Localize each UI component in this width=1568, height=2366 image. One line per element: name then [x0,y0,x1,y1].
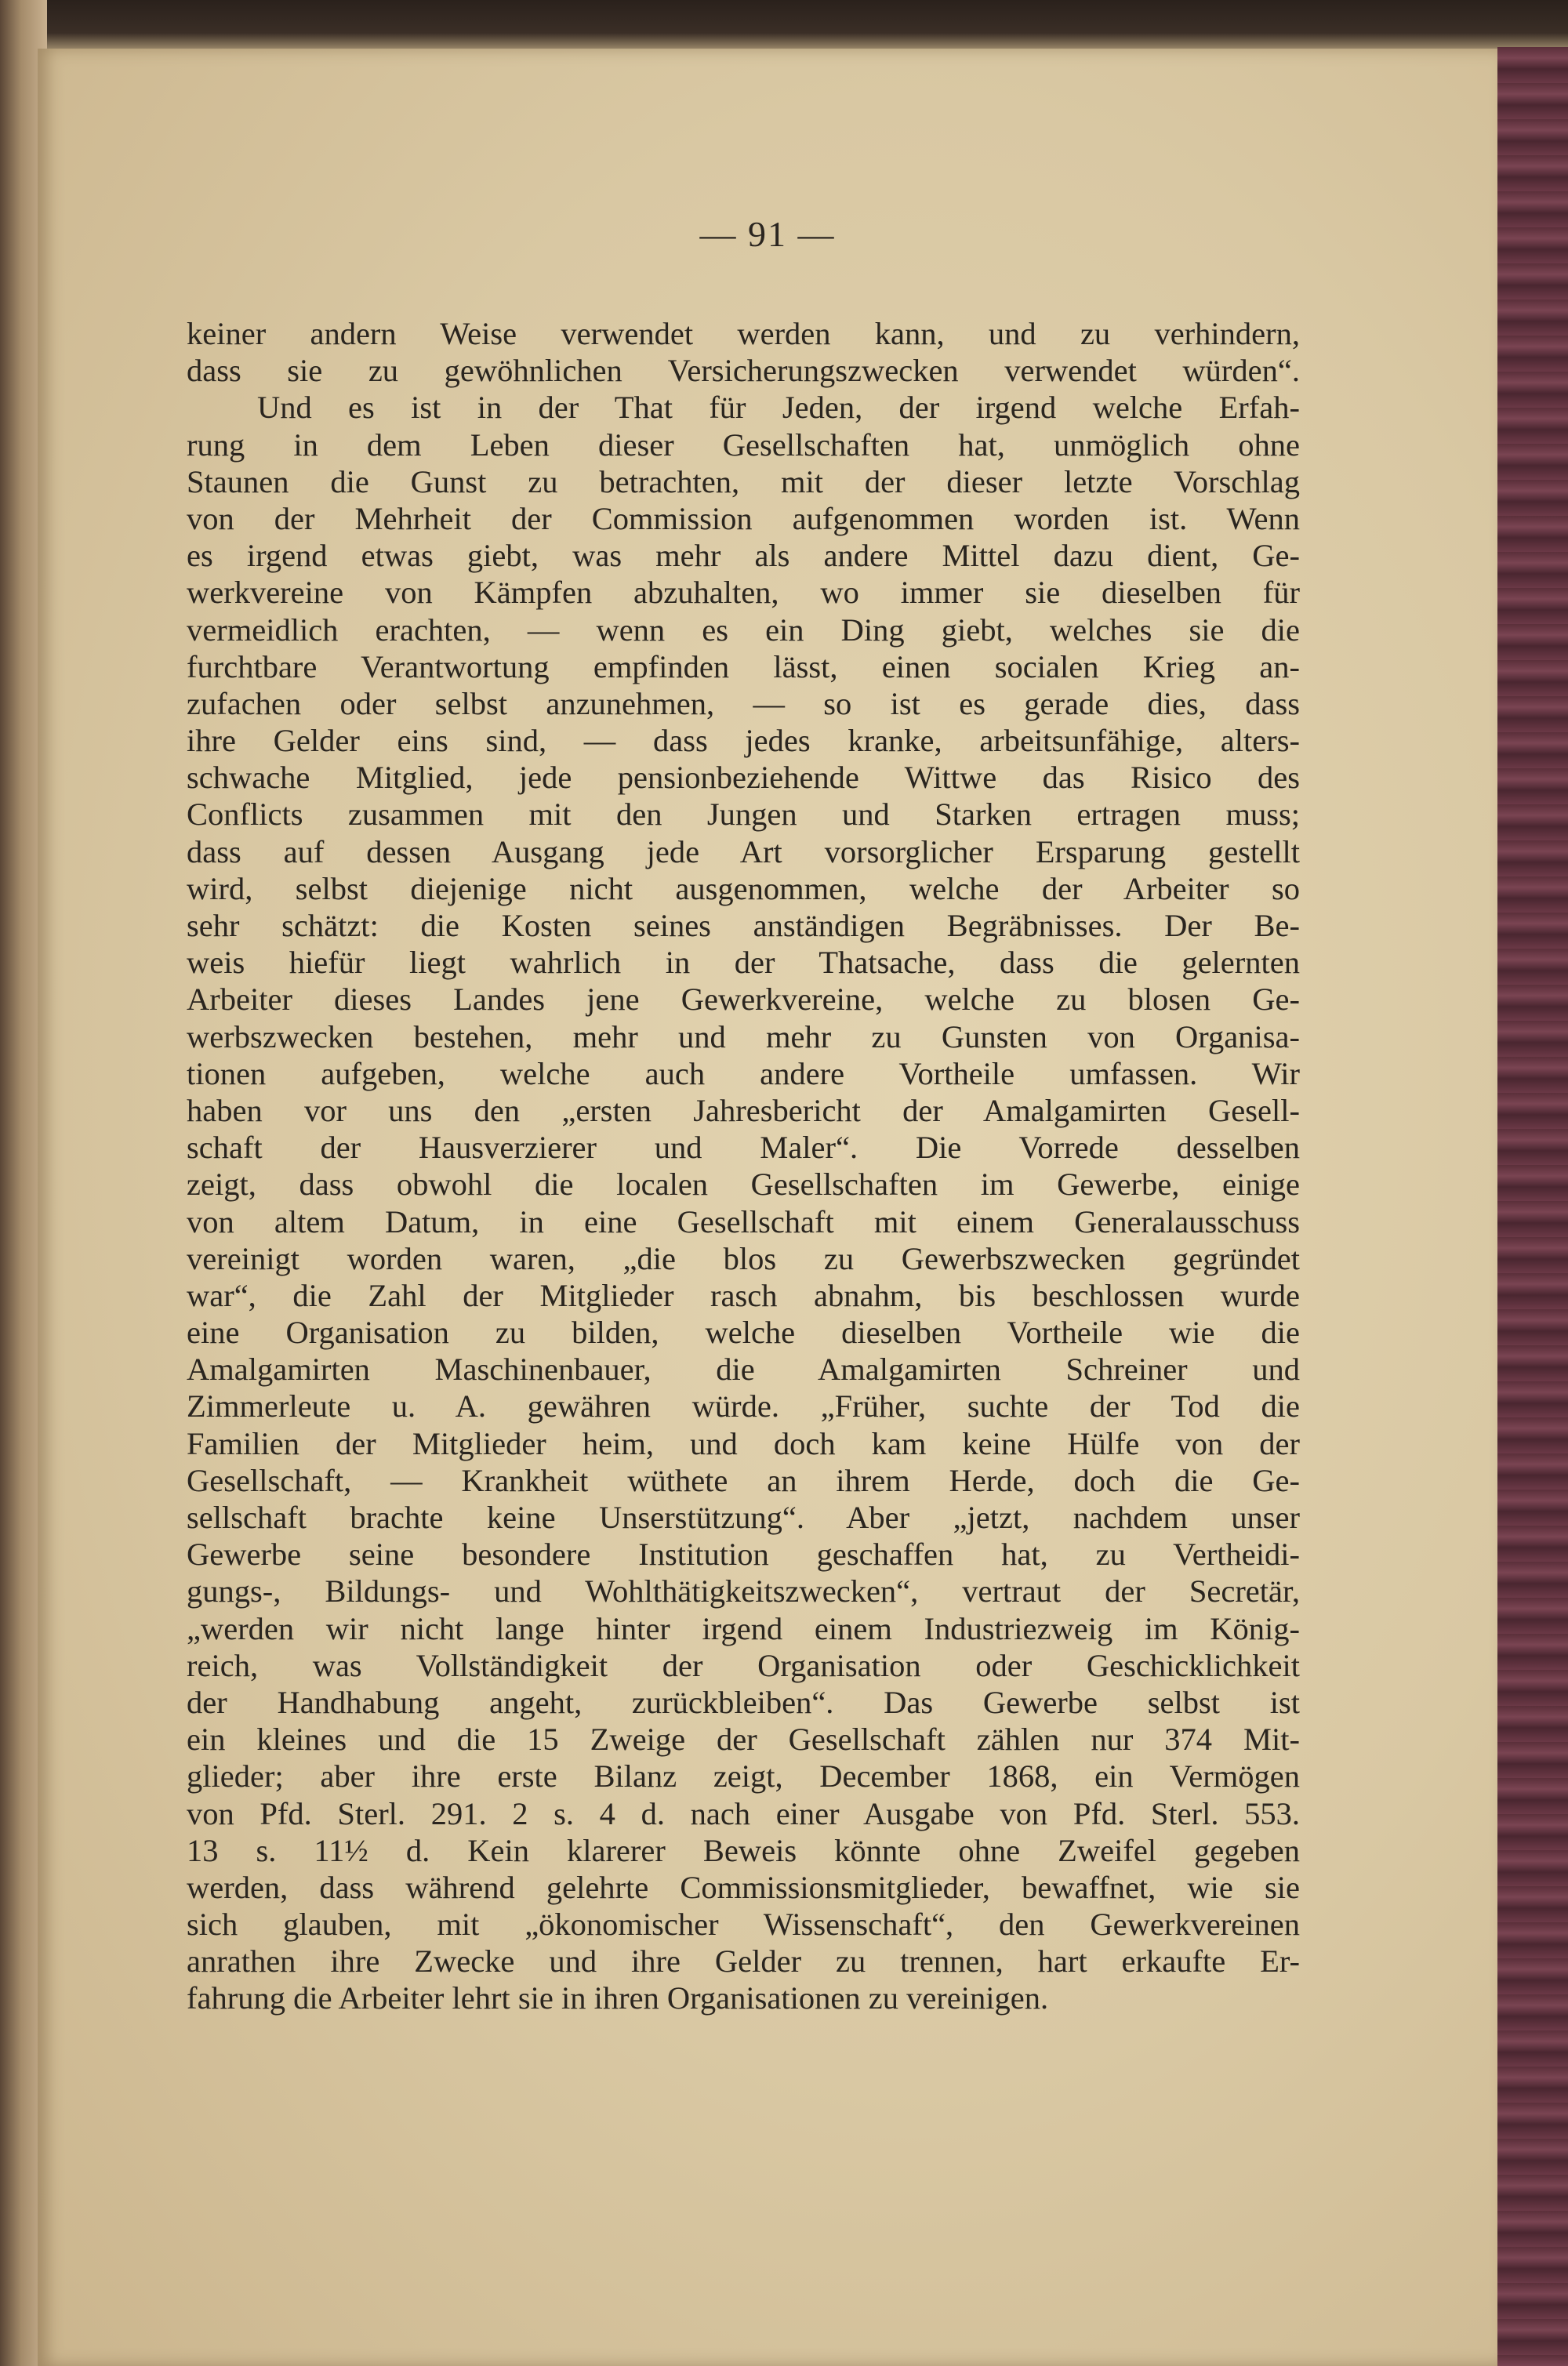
text-line: eine Organisation zu bilden, welche dieselben Vortheile wie die [187,1315,1300,1351]
text-line: fahrung die Arbeiter lehrt sie in ihren Organisationen zu vereinigen. [187,1980,1049,2016]
text-line: sellschaft brachte keine Unserstützung“. Aber „jetzt, nachdem unser [187,1500,1300,1535]
text-line: Arbeiter dieses Landes jene Gewerkvereine, welche zu blosen Ge- [187,982,1300,1018]
text-line: werden, dass während gelehrte Commissionsmitglieder, bewaffnet, wie sie [187,1869,1300,1905]
text-line: Und es ist in der That für Jeden, der irgend welche Erfah- [257,390,1300,426]
text-line: Amalgamirten Maschinenbauer, die Amalgamirten Schreiner und [187,1352,1300,1388]
top-binding-strip [0,0,1568,55]
text-line: Conflicts zusammen mit den Jungen und Starken ertragen muss; [187,797,1300,833]
text-line: gungs-, Bildungs- und Wohlthätigkeitszwecken“, vertraut der Secretär, [187,1573,1300,1609]
text-line: weis hiefür liegt wahrlich in der Thatsache, dass die gelernten [187,945,1300,981]
text-line: „werden wir nicht lange hinter irgend einem Industriezweig im König- [187,1610,1300,1646]
text-line: tionen aufgeben, welche auch andere Vortheile umfassen. Wir [187,1055,1300,1091]
text-line: 13 s. 11½ d. Kein klarerer Beweis könnte ohne Zweifel gegeben [187,1832,1300,1868]
book-page [38,49,1497,2366]
text-line: ein kleines und die 15 Zweige der Gesellschaft zählen nur 374 Mit- [187,1722,1300,1758]
text-line: es irgend etwas giebt, was mehr als andere Mittel dazu dient, Ge- [187,538,1300,574]
text-line: keiner andern Weise verwendet werden kann, und zu verhindern, [187,316,1300,351]
text-line: war“, die Zahl der Mitglieder rasch abnahm, bis beschlossen wurde [187,1277,1300,1313]
text-line: wird, selbst diejenige nicht ausgenommen, welche der Arbeiter so [187,870,1300,906]
book-cover-edge [1497,47,1568,2366]
text-line: vermeidlich erachten, — wenn es ein Ding giebt, welches sie die [187,611,1300,648]
text-line: schwache Mitglied, jede pensionbeziehende Wittwe das Risico des [187,760,1300,796]
text-line: reich, was Vollständigkeit der Organisation oder Geschicklichkeit [187,1647,1300,1683]
text-line: Staunen die Gunst zu betrachten, mit der dieser letzte Vorschlag [187,463,1300,499]
text-line: glieder; aber ihre erste Bilanz zeigt, December 1868, ein Vermögen [187,1758,1300,1794]
text-line: sehr schätzt: die Kosten seines anständigen Begräbnisses. Der Be- [187,908,1300,943]
text-line: Gewerbe seine besondere Institution geschaffen hat, zu Vertheidi- [187,1537,1300,1573]
text-line: von altem Datum, in eine Gesellschaft mit einem Generalausschuss [187,1203,1300,1239]
text-line: werkvereine von Kämpfen abzuhalten, wo immer sie dieselben für [187,575,1300,611]
text-line: von Pfd. Sterl. 291. 2 s. 4 d. nach einer Ausgabe von Pfd. Sterl. 553. [187,1795,1300,1831]
text-line: furchtbare Verantwortung empfinden lässt, einen socialen Krieg an- [187,648,1300,684]
text-line: dass sie zu gewöhnlichen Versicherungszwecken verwendet würden“. [187,353,1300,389]
text-line: zufachen oder selbst anzunehmen, — so ist es gerade dies, dass [187,685,1300,721]
text-line: anrathen ihre Zwecke und ihre Gelder zu trennen, hart erkaufte Er- [187,1943,1300,1980]
text-line: sich glauben, mit „ökonomischer Wissenschaft“, den Gewerkvereinen [187,1907,1300,1943]
text-line: dass auf dessen Ausgang jede Art vorsorglicher Ersparung gestellt [187,833,1300,869]
text-line: werbszwecken bestehen, mehr und mehr zu Gunsten von Organisa- [187,1018,1300,1054]
text-line: zeigt, dass obwohl die localen Gesellschaften im Gewerbe, einige [187,1167,1300,1203]
page-body-text [187,315,1300,2017]
text-line: haben vor uns den „ersten Jahresbericht der Amalgamirten Gesell- [187,1092,1300,1128]
text-line: rung in dem Leben dieser Gesellschaften hat, unmöglich ohne [187,426,1300,463]
text-line: ihre Gelder eins sind, — dass jedes kranke, arbeitsunfähige, alters- [187,723,1300,759]
text-line: der Handhabung angeht, zurückbleiben“. Das Gewerbe selbst ist [187,1684,1300,1720]
text-line: schaft der Hausverzierer und Maler“. Die Vorrede desselben [187,1130,1300,1166]
text-line: Gesellschaft, — Krankheit wüthete an ihrem Herde, doch die Ge- [187,1462,1300,1498]
text-line: Familien der Mitglieder heim, und doch kam keine Hülfe von der [187,1425,1300,1461]
text-line: von der Mehrheit der Commission aufgenommen worden ist. Wenn [187,500,1300,536]
text-line: vereinigt worden waren, „die blos zu Gewerbszwecken gegründet [187,1240,1300,1276]
text-line: Zimmerleute u. A. gewähren würde. „Früher, suchte der Tod die [187,1388,1300,1424]
page-number: — 91 — [699,214,836,254]
